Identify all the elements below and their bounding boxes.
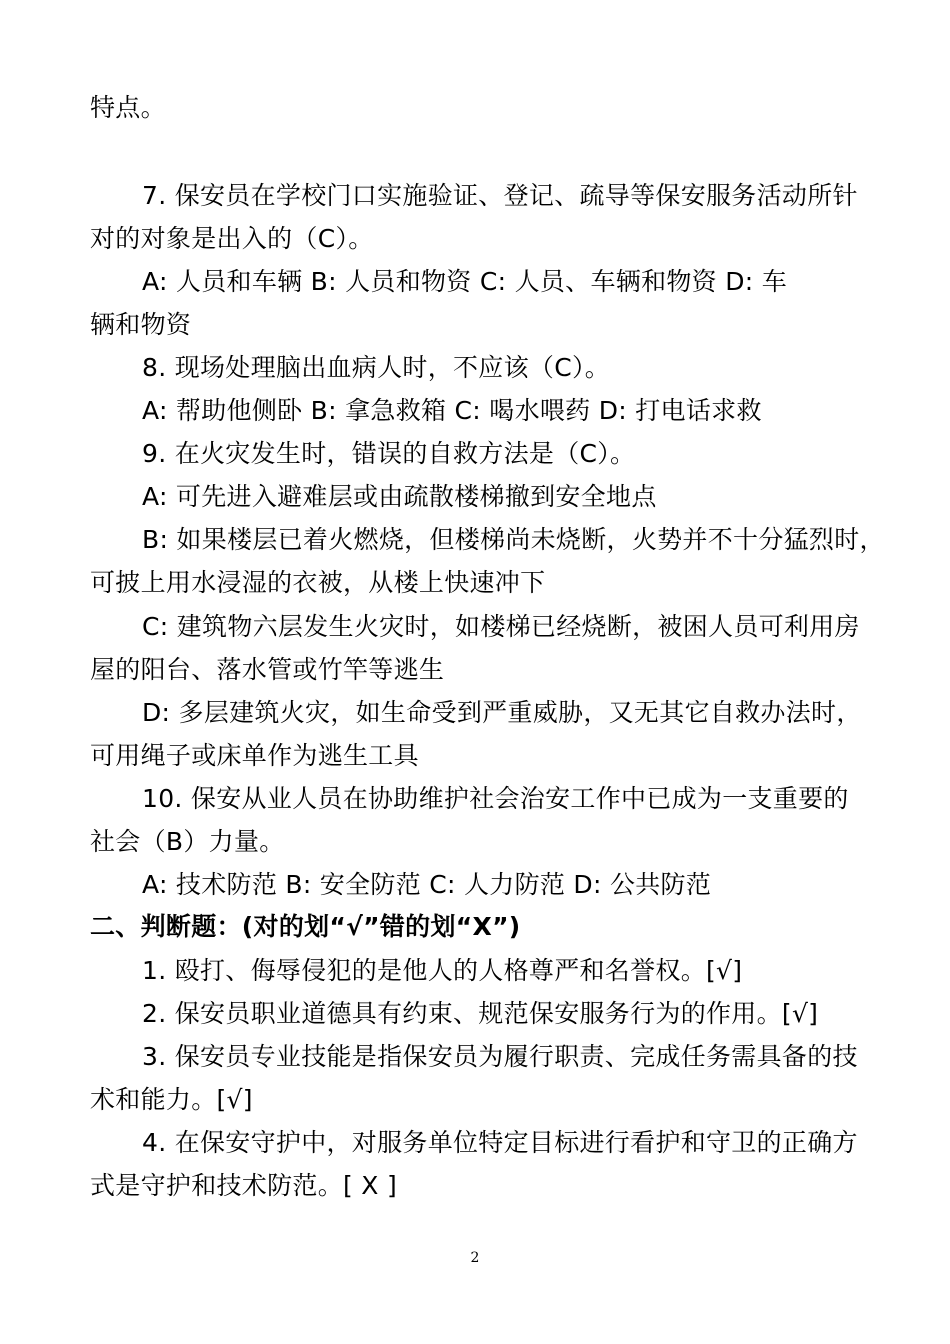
text-line: 社会（B）力量。 — [90, 827, 285, 856]
question-10-options: A: 技术防范 B: 安全防范 C: 人力防范 D: 公共防范 — [142, 870, 712, 899]
text-line: 辆和物资 — [90, 310, 192, 339]
judgment-3: 3. 保安员专业技能是指保安员为履行职责、完成任务需具备的技 — [142, 1042, 858, 1071]
text-line: 可披上用水浸湿的衣被，从楼上快速冲下 — [90, 568, 546, 597]
question-9-option-d: D: 多层建筑火灾，如生命受到严重威胁，又无其它自救办法时， — [142, 698, 862, 727]
page-number: 2 — [470, 1250, 480, 1266]
judgment-4: 4. 在保安守护中，对服务单位特定目标进行看护和守卫的正确方 — [142, 1128, 858, 1157]
question-8: 8. 现场处理脑出血病人时，不应该（C）。 — [142, 353, 611, 382]
question-7-options: A: 人员和车辆 B: 人员和物资 C: 人员、车辆和物资 D: 车 — [142, 267, 788, 296]
judgment-1: 1. 殴打、侮辱侵犯的是他人的人格尊严和名誉权。[√] — [142, 956, 743, 985]
text-line: 可用绳子或床单作为逃生工具 — [90, 741, 419, 770]
question-9-option-c: C: 建筑物六层发生火灾时，如楼梯已经烧断，被困人员可利用房 — [142, 612, 860, 641]
text-line: 术和能力。[√] — [90, 1085, 253, 1114]
text-line: 特点。 — [90, 93, 166, 122]
section-heading: 二、判断题：(对的划“√”错的划“X”) — [90, 912, 521, 941]
question-9-option-a: A: 可先进入避难层或由疏散楼梯撤到安全地点 — [142, 482, 657, 511]
question-7: 7. 保安员在学校门口实施验证、登记、疏导等保安服务活动所针 — [142, 181, 858, 210]
text-line: 屋的阳台、落水管或竹竿等逃生 — [90, 655, 445, 684]
question-8-options: A: 帮助他侧卧 B: 拿急救箱 C: 喝水喂药 D: 打电话求救 — [142, 396, 762, 425]
judgment-2: 2. 保安员职业道德具有约束、规范保安服务行为的作用。[√] — [142, 999, 819, 1028]
question-9: 9. 在火灾发生时，错误的自救方法是（C）。 — [142, 439, 636, 468]
question-10: 10. 保安从业人员在协助维护社会治安工作中已成为一支重要的 — [142, 784, 849, 813]
text-line: 式是守护和技术防范。[ X ] — [90, 1171, 398, 1200]
text-line: 对的对象是出入的（C）。 — [90, 224, 374, 253]
question-9-option-b: B: 如果楼层已着火燃烧，但楼梯尚未烧断，火势并不十分猛烈时， — [142, 525, 885, 554]
